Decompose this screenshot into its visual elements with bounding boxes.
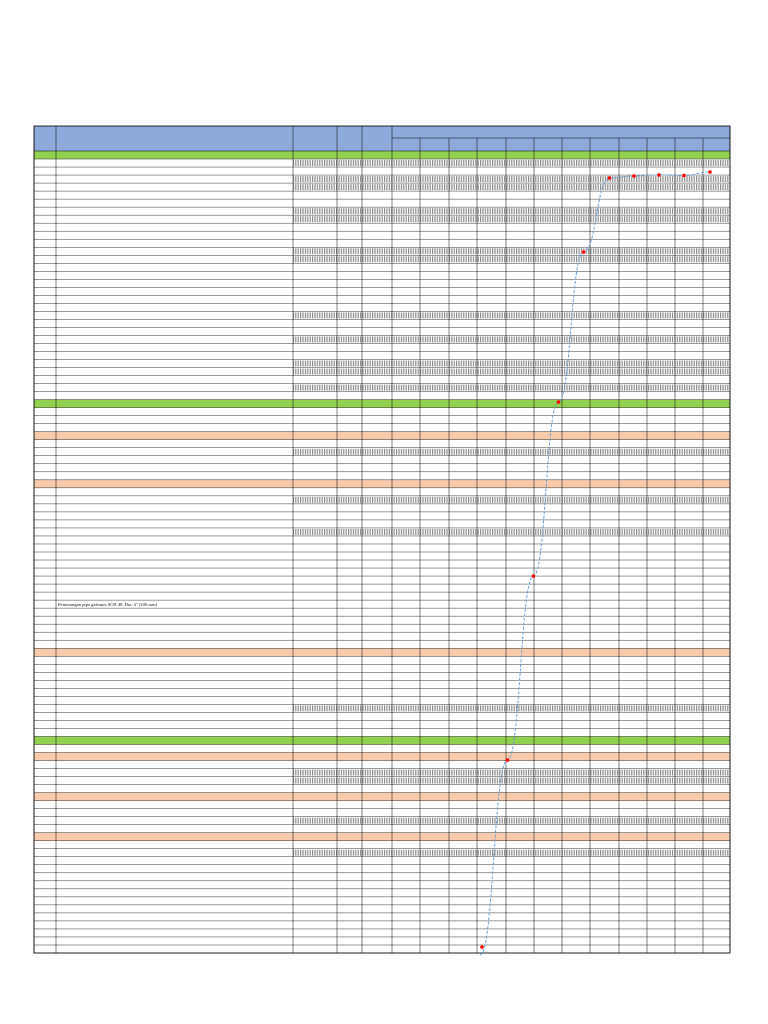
hatched-bar bbox=[293, 208, 730, 214]
hatched-bar bbox=[293, 216, 730, 222]
header-period-cell[interactable] bbox=[647, 138, 675, 151]
hatched-bar bbox=[293, 256, 730, 262]
s-curve-point[interactable] bbox=[632, 174, 636, 178]
s-curve-point[interactable] bbox=[532, 574, 536, 578]
subsection-row[interactable] bbox=[34, 480, 730, 488]
header-period-cell[interactable] bbox=[619, 138, 647, 151]
subsection-row[interactable] bbox=[34, 432, 730, 440]
header-period-cell[interactable] bbox=[506, 138, 534, 151]
s-curve-point[interactable] bbox=[608, 176, 612, 180]
header-cell[interactable] bbox=[293, 126, 337, 151]
header-period-cell[interactable] bbox=[534, 138, 562, 151]
header-period-cell[interactable] bbox=[562, 138, 590, 151]
hatched-bar bbox=[293, 529, 730, 535]
subsection-row[interactable] bbox=[34, 833, 730, 841]
hatched-bar bbox=[293, 184, 730, 190]
hatched-bar bbox=[293, 369, 730, 375]
s-curve-point[interactable] bbox=[506, 758, 510, 762]
subsection-row[interactable] bbox=[34, 753, 730, 761]
hatched-bars bbox=[293, 160, 730, 856]
section-row[interactable] bbox=[34, 736, 730, 744]
header-period-cell[interactable] bbox=[477, 138, 506, 151]
s-curve-point[interactable] bbox=[708, 170, 712, 174]
section-row[interactable] bbox=[34, 400, 730, 408]
s-curve-point[interactable] bbox=[480, 945, 484, 949]
row-description-text[interactable]: Pemasangan pipa galvanis SCH 40, Dia. 4" (100 mm) bbox=[58, 602, 158, 608]
s-curve-point[interactable] bbox=[657, 173, 661, 177]
hatched-bar bbox=[293, 336, 730, 342]
hatched-bar bbox=[293, 818, 730, 824]
hatched-bar bbox=[293, 778, 730, 784]
hatched-bar bbox=[293, 850, 730, 856]
hatched-bar bbox=[293, 449, 730, 455]
section-row[interactable] bbox=[34, 151, 730, 159]
hatched-bar bbox=[293, 770, 730, 776]
header-schedule-group[interactable] bbox=[392, 126, 730, 138]
header-period-cell[interactable] bbox=[392, 138, 420, 151]
hatched-bar bbox=[293, 361, 730, 367]
row-fills bbox=[34, 126, 730, 841]
header-cell[interactable] bbox=[362, 126, 392, 151]
subsection-row[interactable] bbox=[34, 648, 730, 656]
header-period-cell[interactable] bbox=[590, 138, 619, 151]
header-cell[interactable] bbox=[34, 126, 56, 151]
hatched-bar bbox=[293, 176, 730, 182]
s-curve-point[interactable] bbox=[557, 400, 561, 404]
hatched-bar bbox=[293, 497, 730, 503]
header-period-cell[interactable] bbox=[703, 138, 730, 151]
header-period-cell[interactable] bbox=[449, 138, 477, 151]
hatched-bar bbox=[293, 705, 730, 711]
hatched-bar bbox=[293, 248, 730, 254]
hatched-bar bbox=[293, 385, 730, 391]
header-period-cell[interactable] bbox=[675, 138, 703, 151]
s-curve-points bbox=[480, 170, 712, 949]
s-curve-point[interactable] bbox=[682, 174, 686, 178]
header-cell[interactable] bbox=[56, 126, 293, 151]
hatched-bar bbox=[293, 312, 730, 318]
header-period-cell[interactable] bbox=[420, 138, 449, 151]
s-curve-point[interactable] bbox=[582, 250, 586, 254]
row-texts bbox=[58, 602, 158, 608]
subsection-row[interactable] bbox=[34, 793, 730, 801]
header-cell[interactable] bbox=[337, 126, 362, 151]
hatched-bar bbox=[293, 160, 730, 166]
